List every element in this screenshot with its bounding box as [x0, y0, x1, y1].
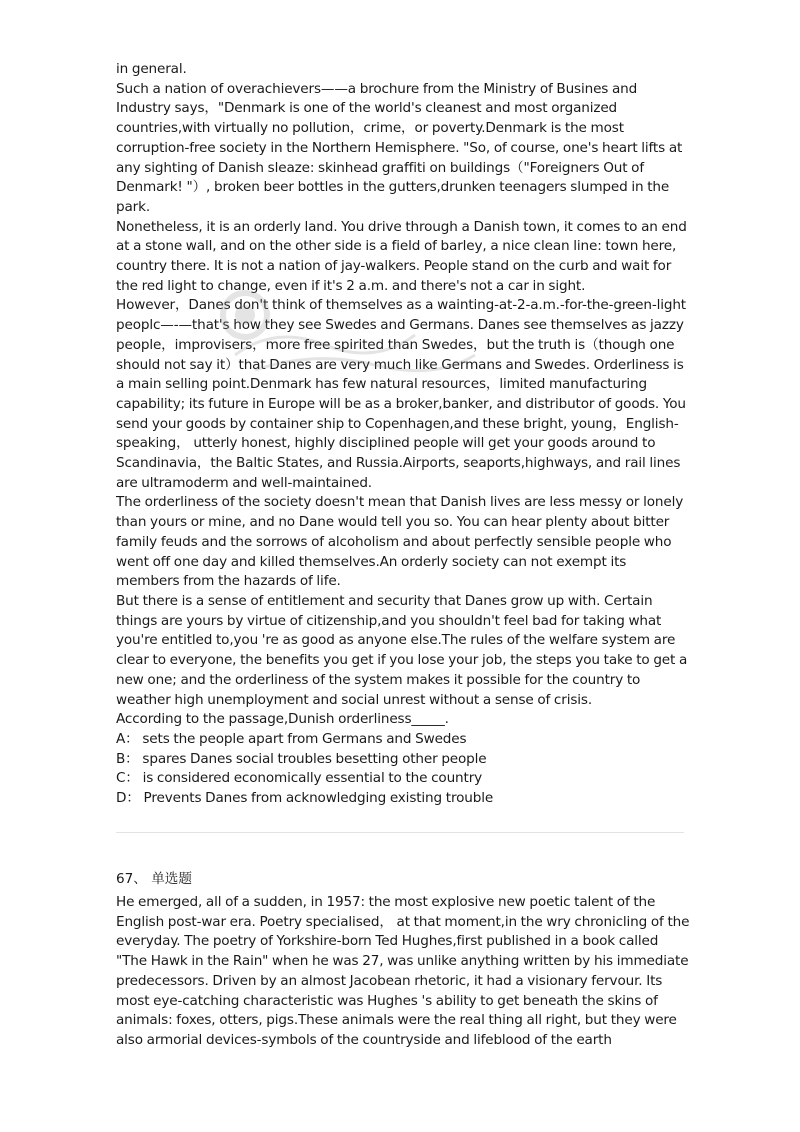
option-a-text: sets the people apart from Germans and Swedes — [142, 730, 467, 747]
option-b-letter: B： — [116, 750, 139, 767]
option-c[interactable] — [116, 769, 690, 789]
passage-paragraph-0: in general. — [116, 61, 187, 77]
option-c-text: is considered economically essential to the country — [142, 770, 483, 787]
passage-paragraph-5: But there is a sense of entitlement and security that Danes grow up with. Certain things are yours by virtue of citizenship,and you shouldn't feel bad for taking what you're entitled to,you 're as good as anyone else.The rules of the welfare system are clear to everyone, the benefits you get if you lose your job, the steps you take to get a new one; and the orderliness of the system makes it possible for the country to weather high unemployment and social unrest without a sense of crisis. — [116, 592, 688, 708]
next-question-passage — [116, 893, 690, 1051]
option-a[interactable] — [116, 730, 690, 750]
option-d[interactable] — [116, 789, 690, 809]
option-d-text: Prevents Danes from acknowledging existing trouble — [143, 790, 494, 807]
question-header: 67、 单选题 — [116, 871, 192, 887]
section-divider — [116, 832, 684, 833]
option-b-text: spares Danes social troubles besetting other people — [142, 750, 487, 767]
passage-paragraph-2: Nonetheless, it is an orderly land. You drive through a Danish town, it comes to an end at a stone wall, and on the other side is a field of barley, a nice clean line: town here, country there. It is not a nation of jay-walkers. People stand on the curb and wait for the red light to change, even if it's 2 a.m. and there's not a car in sight. — [116, 218, 687, 294]
passage-paragraph-3: However，Danes don't think of themselves as a wainting-at-2-a.m.-for-the-green-light peoplc—-—that's how they see Swedes and Germans. Danes see themselves as jazzy people，improvisers，more free spirited than Swedes，but the truth is（though one should not say it）that Danes are very much like Germans and Swedes. Orderliness is a main selling point.Denmark has few natural resources，limited manufacturing capability; its future in Europe will be as a broker,banker, and distributor of goods. You send your goods by container ship to Copenhagen,and these bright, young，English-speaking， utterly honest, highly disciplined people will get your goods around to Scandinavia，the Baltic States, and Russia.Airports, seaports,highways, and rail lines are ultramoderm and well-maintained. — [116, 297, 686, 491]
passage-paragraph-4: The orderliness of the society doesn't mean that Danish lives are less messy or lonely than yours or mine, and no Dane would tell you so. You can hear plenty about bitter family feuds and the sorrows of alcoholism and about perfectly sensible people who went off one day and killed themselves.An orderly society can not exempt its members from the hazards of life. — [116, 494, 684, 590]
passage — [116, 60, 690, 809]
passage-paragraph-1: Such a nation of overachievers——a brochure from the Ministry of Busines and Industry says，"Denmark is one of the world's cleanest and most organized countries,with virtually no pollution，crime，or poverty.Denmark is the most corruption-free society in the Northern Hemisphere. "So, of course, one's heart lifts at any sighting of Danish sleaze: skinhead graffiti on buildings（"Foreigners Out of Denmark! "）, broken beer bottles in the gutters,drunken teenagers slumped in the park. — [116, 80, 683, 215]
option-a-letter: A： — [116, 730, 139, 747]
option-d-letter: D： — [116, 790, 140, 807]
question-stem: According to the passage,Dunish orderliness_____. — [116, 711, 449, 728]
option-b[interactable] — [116, 750, 690, 770]
next-question-paragraph: He emerged, all of a sudden, in 1957: the most explosive new poetic talent of the English post-war era. Poetry specialised， at that moment,in the wry chronicling of the everyday. The poetry of Yorkshire-born Ted Hughes,first published in a book called "The Hawk in the Rain" when he was 27, was unlike anything written by his immediate predecessors. Driven by an almost Jacobean rhetoric, it had a visionary fervour. Its most eye-catching characteristic was Hughes 's ability to get beneath the skins of animals: foxes, otters, pigs.These animals were the real thing all right, but they were also armorial devices-symbols of the countryside and lifeblood of the earth — [116, 894, 690, 1048]
option-c-letter: C： — [116, 770, 139, 787]
